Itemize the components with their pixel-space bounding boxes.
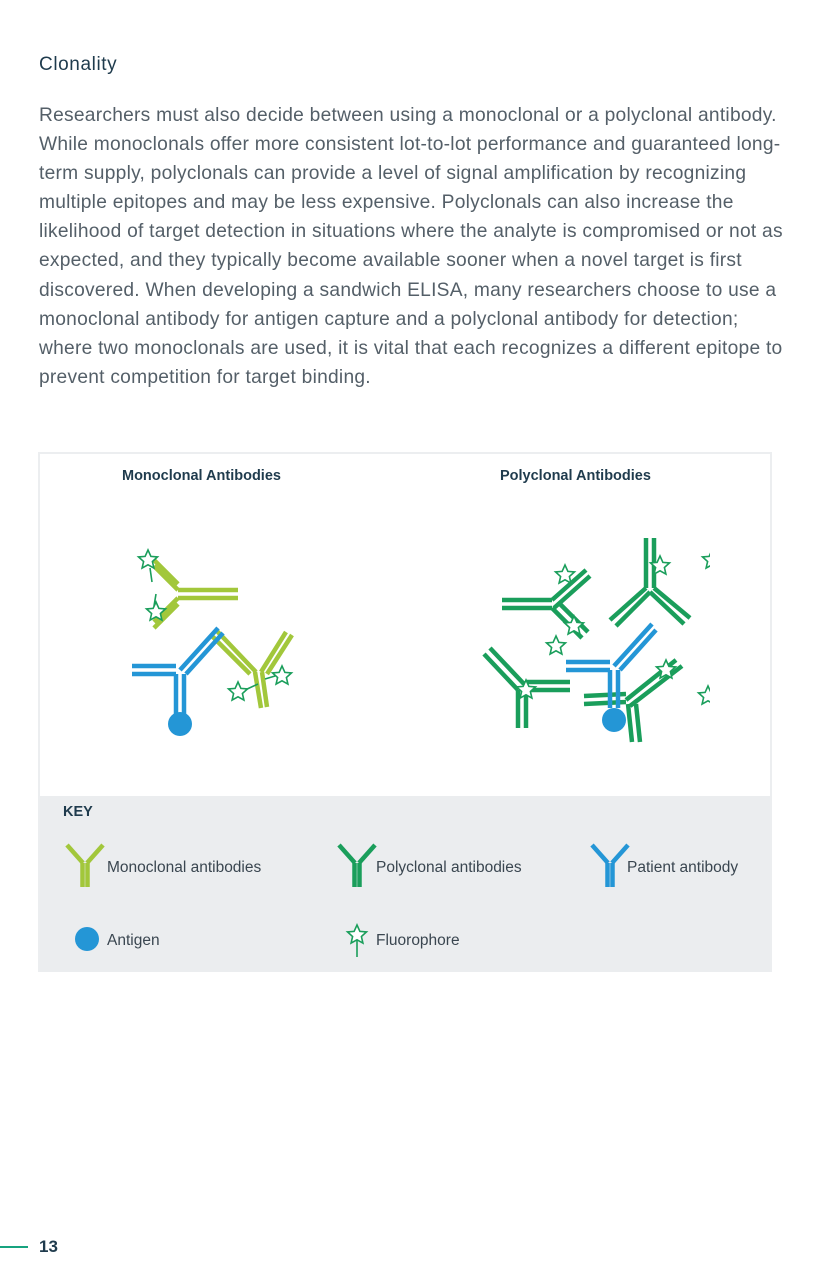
polyclonal-diagram-title: Polyclonal Antibodies [500, 468, 651, 484]
patient-antibody [132, 628, 223, 714]
polyclonal-diagram [470, 530, 710, 752]
key-title: KEY [63, 804, 93, 820]
antigen-circle [168, 712, 192, 736]
key-label-fluorophore: Fluorophore [376, 932, 460, 949]
monoclonal-diagram [110, 534, 390, 744]
monoclonal-antibody-left [154, 560, 238, 628]
key-label-patient: Patient antibody [627, 859, 739, 876]
polyclonal-antibody-icon [336, 840, 378, 890]
fluorophore-icon [343, 921, 371, 961]
page-number: 13 [39, 1237, 58, 1256]
antibody-figure [38, 452, 772, 972]
patient-antibody-icon [589, 840, 631, 890]
monoclonal-antibody-icon [64, 840, 106, 890]
key-label-monoclonal: Monoclonal antibodies [107, 859, 262, 876]
key-label-polyclonal: Polyclonal antibodies [376, 859, 522, 876]
page-number-rule [0, 1246, 28, 1248]
section-paragraph: Researchers must also decide between using a monoclonal or a polyclonal antibody. While monoclonals offer more consistent lot-to-lot performance and guaranteed long-term supply, polyclonals can provide a level of signal amplification by recognizing multiple epitopes and may be less expensive. Polyclonals can also increase the likelihood of target detection in situations where the analyte is compromised or not as expected, and they typically become available sooner when a novel target is first discovered. When developing a sandwich ELISA, many researchers choose to use a monoclonal antibody for antigen capture and a polyclonal antibody for detection; where two monoclonals are used, it is vital that each recognizes a different epitope to prevent competition for target binding. [39, 105, 783, 388]
section-heading: Clonality [39, 54, 118, 75]
key-panel [40, 796, 770, 972]
monoclonal-diagram-title: Monoclonal Antibodies [122, 468, 281, 484]
antigen-icon [74, 926, 100, 952]
antigen-circle [602, 708, 626, 732]
key-label-antigen: Antigen [107, 932, 160, 949]
